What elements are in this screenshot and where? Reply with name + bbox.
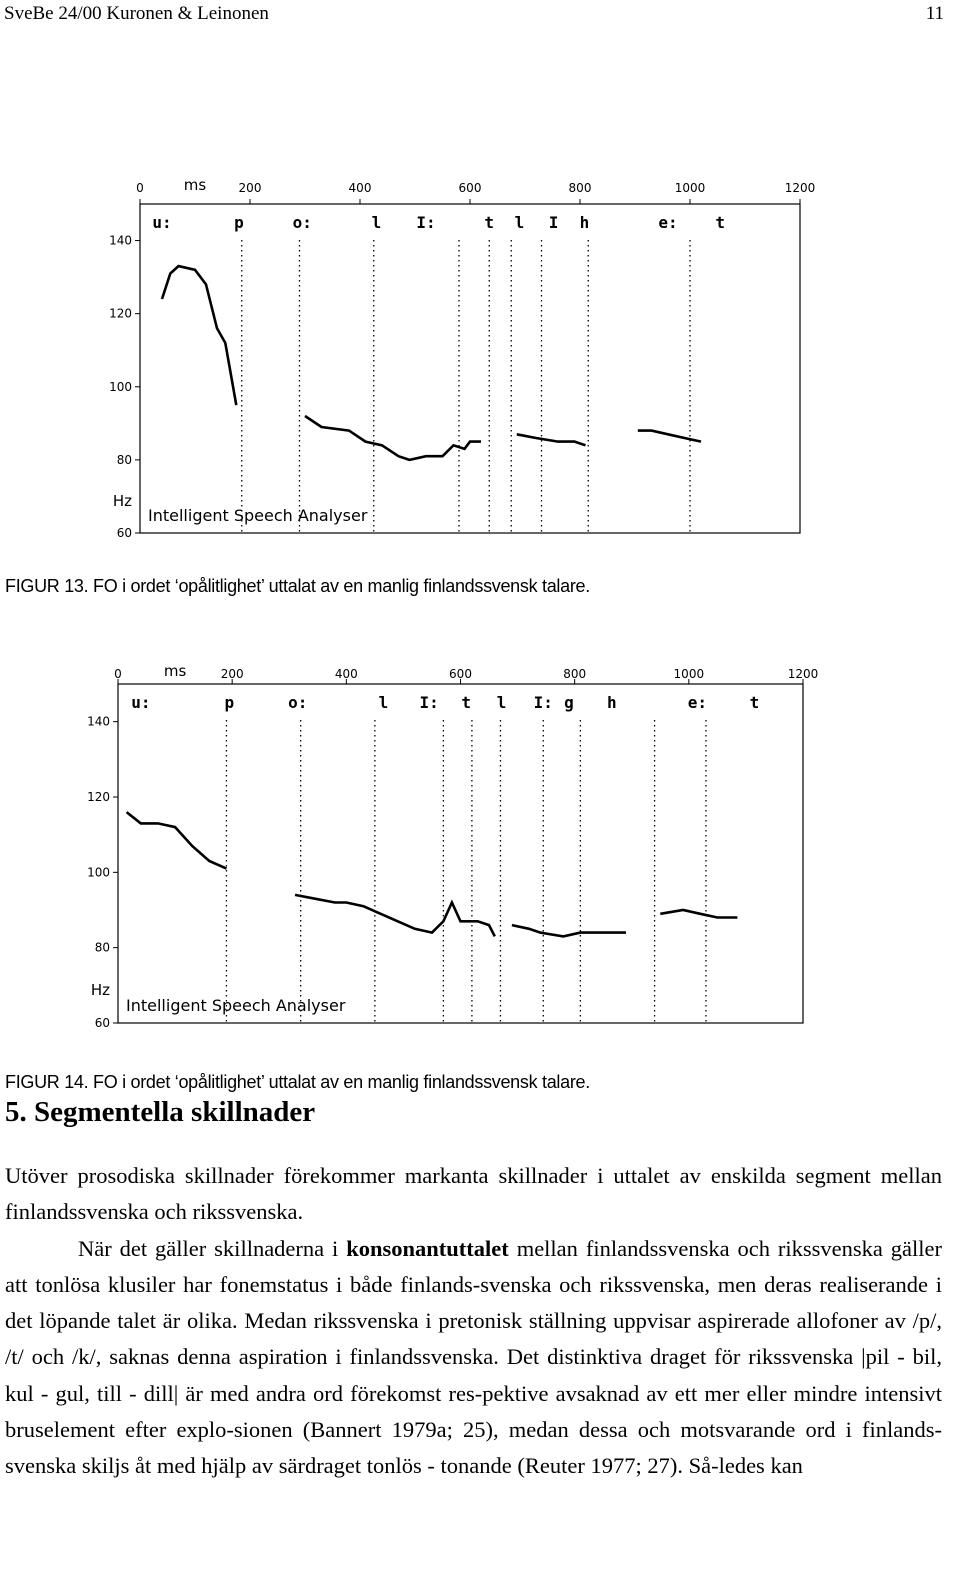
segment-label: t bbox=[749, 693, 760, 712]
f0-contour-series bbox=[295, 895, 495, 937]
y-axis-unit: Hz bbox=[112, 492, 132, 511]
x-tick-label: 600 bbox=[449, 667, 472, 681]
x-tick-label: 0 bbox=[114, 667, 122, 681]
segment-label: l bbox=[514, 213, 525, 232]
plot-frame bbox=[140, 204, 800, 533]
y-tick-label: 120 bbox=[109, 306, 132, 321]
y-tick-label: 80 bbox=[116, 452, 132, 467]
page-number: 11 bbox=[925, 3, 944, 24]
y-tick-label: 100 bbox=[109, 379, 132, 394]
segment-label: u: bbox=[131, 693, 151, 712]
segment-label: h bbox=[606, 693, 617, 712]
segment-label: p bbox=[224, 693, 235, 712]
analyser-brand: Intelligent Speech Analyser bbox=[148, 506, 368, 525]
x-tick-label: 1200 bbox=[784, 181, 816, 195]
segment-label: o: bbox=[292, 213, 312, 232]
f0-contour-series bbox=[305, 416, 481, 460]
plot-frame bbox=[118, 684, 803, 1023]
x-tick-label: 800 bbox=[563, 667, 587, 681]
x-tick-label: 1000 bbox=[673, 667, 705, 681]
segment-label: l bbox=[496, 693, 507, 712]
x-tick-label: 200 bbox=[220, 667, 244, 681]
f0-chart-13 bbox=[100, 176, 820, 550]
x-tick-label: 200 bbox=[238, 181, 262, 195]
x-tick-label: 600 bbox=[458, 181, 482, 195]
segment-label: o: bbox=[288, 693, 308, 712]
body-text bbox=[5, 1158, 942, 1485]
x-axis-unit: ms bbox=[183, 176, 207, 194]
figure-14 bbox=[87, 662, 840, 1036]
x-tick-label: 0 bbox=[136, 181, 144, 195]
y-tick-label: 60 bbox=[116, 526, 132, 540]
y-tick-label: 140 bbox=[109, 233, 132, 248]
segment-label: l bbox=[371, 213, 382, 232]
running-title: SveBe 24/00 Kuronen & Leinonen bbox=[4, 3, 269, 24]
y-axis-unit: Hz bbox=[90, 981, 110, 1000]
paragraph-2-start: När det gäller skillnaderna i bbox=[78, 1235, 347, 1261]
segment-label: g bbox=[564, 693, 574, 712]
x-tick-label: 400 bbox=[348, 181, 372, 195]
figure-14-caption: FIGUR 14. FO i ordet ‘opålitlighet’ uttalat av en manlig finlandssvensk talare. bbox=[5, 1072, 590, 1092]
y-tick-label: 60 bbox=[94, 1016, 110, 1030]
y-tick-label: 100 bbox=[87, 865, 110, 880]
x-tick-label: 800 bbox=[568, 181, 592, 195]
x-tick-label: 400 bbox=[334, 667, 358, 681]
segment-label: l bbox=[378, 693, 389, 712]
segment-label: t bbox=[484, 213, 495, 232]
y-tick-label: 80 bbox=[94, 940, 110, 955]
page-header bbox=[4, 0, 956, 26]
f0-contour-series bbox=[127, 812, 227, 869]
f0-contour-series bbox=[517, 434, 586, 445]
paragraph-2-bold-term: konsonantuttalet bbox=[346, 1235, 509, 1261]
segment-label: e: bbox=[658, 213, 678, 232]
segment-label: h bbox=[579, 213, 590, 232]
paragraph-2-rest: mellan finlandssvenska och rikssvenska gäller att tonlösa klusiler har fonemstatus i både finlands-svenska och rikssvenska, men deras realiserande i det löpande talet är olika. Medan rikssvenska i pretonisk ställning uppvisar aspirerade allofoner av /p/, /t/ och /k/, saknas denna aspiration i finlandssvenska. Det distinktiva draget för rikssvenska |pil - bil, kul - gul, till - dill| är med andra ord förekomst res-pektive avsaknad av ett mer eller mindre intensivt bruselement efter explo-sionen (Bannert 1979a; 25), medan dessa och motsvarande ord i finlands-svenska skiljs åt med hjälp av särdraget tonlös - tonande (Reuter 1977; 27). Så-ledes kan bbox=[5, 1235, 942, 1479]
f0-contour-series bbox=[162, 266, 236, 405]
paragraph-1: Utöver prosodiska skillnader förekommer markanta skillnader i uttalet av enskilda segment mellan finlandssvenska och rikssvenska. bbox=[5, 1163, 942, 1225]
segment-label: I: bbox=[533, 693, 553, 712]
y-tick-label: 140 bbox=[87, 714, 110, 729]
segment-label: I: bbox=[416, 213, 436, 232]
segment-label: e: bbox=[687, 693, 708, 712]
segment-label: p bbox=[234, 213, 244, 232]
figure-13-caption: FIGUR 13. FO i ordet ‘opålitlighet’ uttalat av en manlig finlandssvensk talare. bbox=[5, 576, 590, 596]
x-axis-unit: ms bbox=[163, 662, 187, 680]
analyser-brand: Intelligent Speech Analyser bbox=[126, 996, 346, 1015]
section-heading: 5. Segmentella skillnader bbox=[5, 1096, 316, 1128]
paragraph-2 bbox=[5, 1231, 942, 1485]
x-tick-label: 1000 bbox=[674, 181, 706, 195]
f0-contour-series bbox=[660, 910, 737, 918]
segment-label: u: bbox=[152, 213, 172, 232]
x-tick-label: 1200 bbox=[787, 667, 819, 681]
figure-13 bbox=[100, 176, 820, 550]
segment-label: I bbox=[548, 213, 559, 232]
y-tick-label: 120 bbox=[87, 790, 110, 804]
segment-label: I: bbox=[419, 693, 439, 712]
f0-chart-14 bbox=[87, 662, 840, 1036]
segment-label: t bbox=[461, 693, 472, 712]
f0-contour-series bbox=[638, 431, 701, 442]
f0-contour-series bbox=[512, 925, 626, 936]
segment-label: t bbox=[715, 213, 726, 232]
